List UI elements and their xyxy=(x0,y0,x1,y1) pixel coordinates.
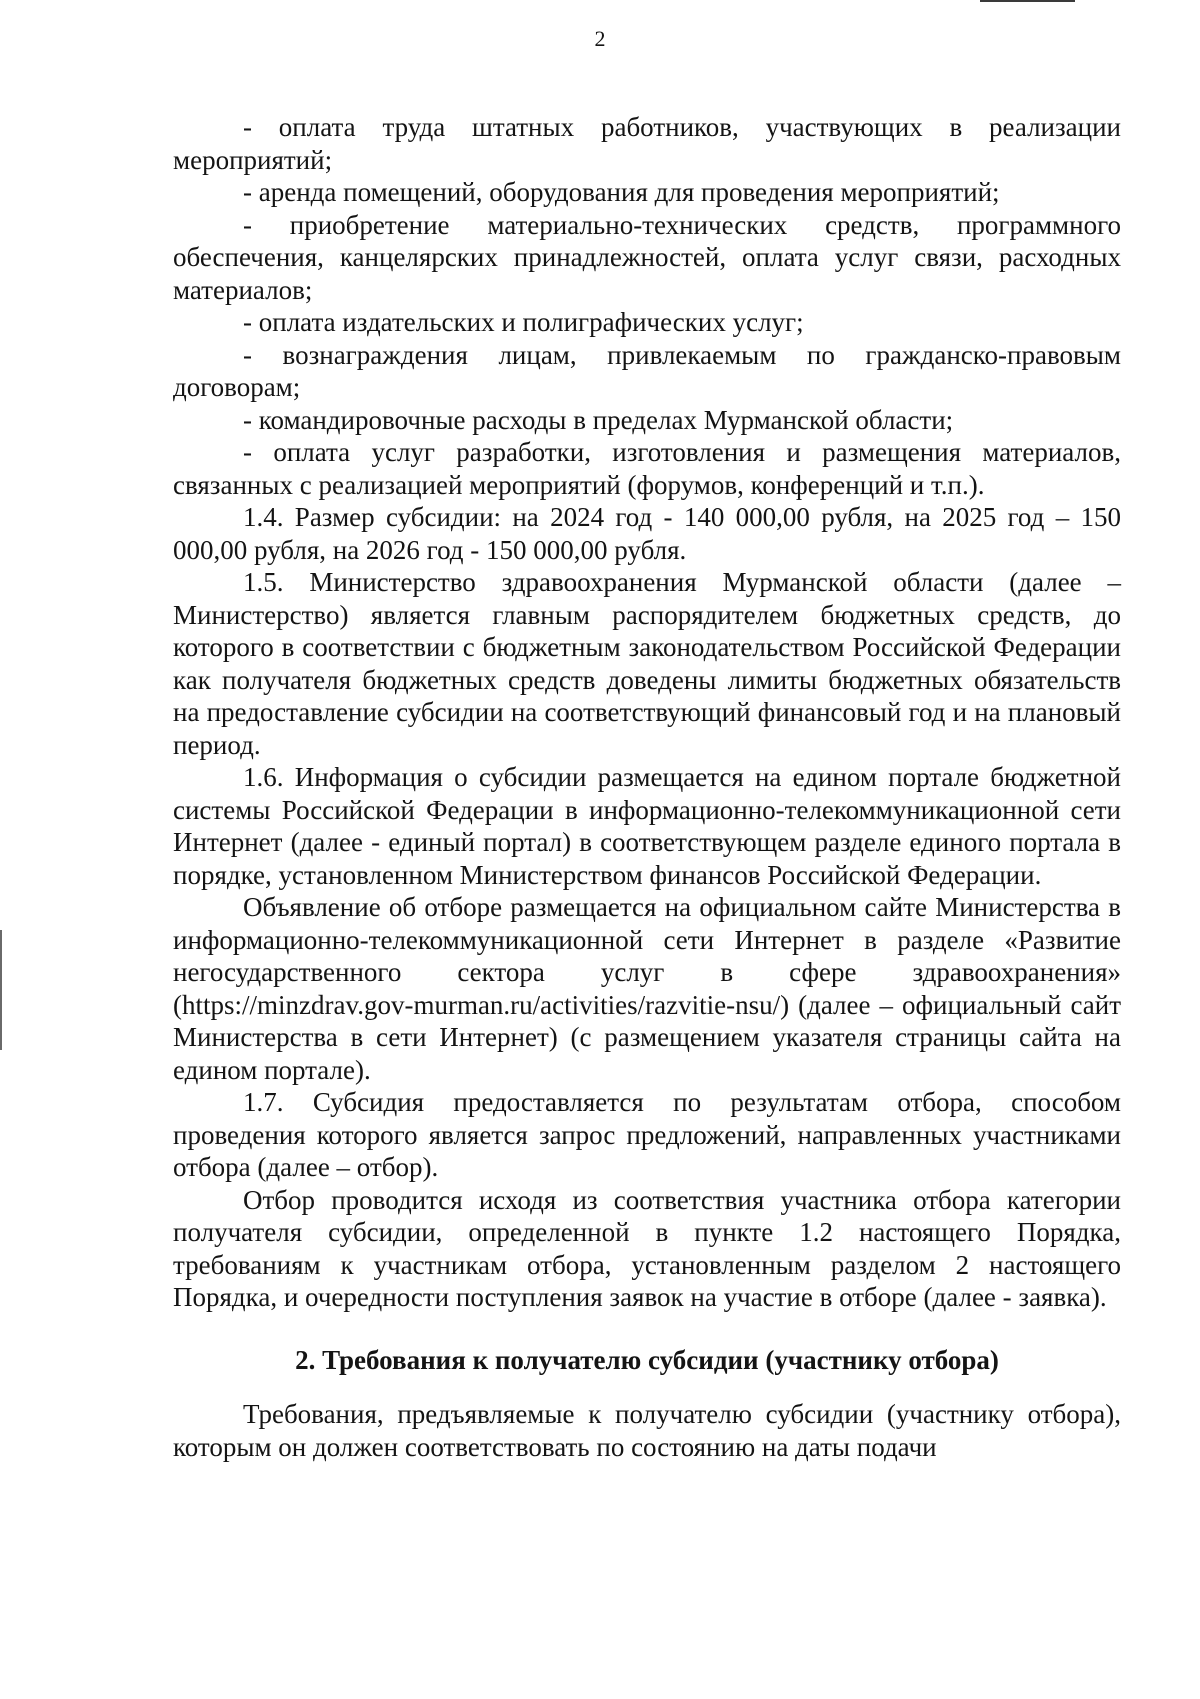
list-item-materials: - оплата услуг разработки, изготовления и размещения материалов, связанных с реализацией мероприятий (форумов, конференций и т.п.). xyxy=(173,437,1121,500)
clause-1-5: 1.5. Министерство здравоохранения Мурманской области (далее – Министерство) является главным распорядителем бюджетных средств, до которого в соответствии с бюджетным законодательством Российской Федерации как получателя бюджетных средств доведены лимиты бюджетных обязательств на предоставление субсидии на соответствующий финансовый год и на плановый период. xyxy=(173,567,1121,760)
selection-criteria-paragraph: Отбор проводится исходя из соответствия участника отбора категории получателя субсидии, определенной в пункте 1.2 настоящего Порядка, требованиям к участникам отбора, установленным разделом 2 настоящего Порядка, и очередности поступления заявок на участие в отборе (далее - заявка). xyxy=(173,1184,1121,1312)
document-body xyxy=(173,111,1121,1463)
list-item-staff-salary: - оплата труда штатных работников, участвующих в реализации мероприятий; xyxy=(173,112,1121,175)
clause-1-4: 1.4. Размер субсидии: на 2024 год - 140 000,00 рубля, на 2025 год – 150 000,00 рубля, на 2026 год - 150 000,00 рубля. xyxy=(173,502,1121,565)
page-number: 2 xyxy=(594,26,606,51)
clause-1-6: 1.6. Информация о субсидии размещается на едином портале бюджетной системы Российской Федерации в информационно-телекоммуникационной сети Интернет (далее - единый портал) в соответствующем разделе единого портала в порядке, установленном Министерством финансов Российской Федерации. xyxy=(173,762,1121,890)
announcement-paragraph: Объявление об отборе размещается на официальном сайте Министерства в информационно-телекоммуникационной сети Интернет в разделе «Развитие негосударственного сектора услуг в сфере здравоохранения» (https://minzdrav.gov-murman.ru/activities/razvitie-nsu/) (далее – официальный сайт Министерства в сети Интернет) (с размещением указателя страницы сайта на едином портале). xyxy=(173,892,1121,1085)
list-item-equipment: - приобретение материально-технических средств, программного обеспечения, канцелярских принадлежностей, оплата услуг связи, расходных материалов; xyxy=(173,209,1121,305)
list-item-rent: - аренда помещений, оборудования для проведения мероприятий; xyxy=(243,177,1000,207)
clause-1-7: 1.7. Субсидия предоставляется по результатам отбора, способом проведения которого является запрос предложений, направленных участниками отбора (далее – отбор). xyxy=(173,1087,1121,1182)
list-item-travel: - командировочные расходы в пределах Мурманской области; xyxy=(243,404,954,435)
list-item-publishing: - оплата издательских и полиграфических услуг; xyxy=(243,307,804,337)
section-heading: 2. Требования к получателю субсидии (участнику отбора) xyxy=(295,1344,999,1375)
scan-edge-mark xyxy=(980,0,1075,2)
list-item-remuneration: - вознаграждения лицам, привлекаемым по гражданско-правовым договорам; xyxy=(173,339,1121,402)
requirements-paragraph: Требования, предъявляемые к получателю субсидии (участнику отбора), которым он должен соответствовать по состоянию на даты подачи xyxy=(173,1399,1121,1462)
scan-left-edge-mark xyxy=(0,930,2,1050)
